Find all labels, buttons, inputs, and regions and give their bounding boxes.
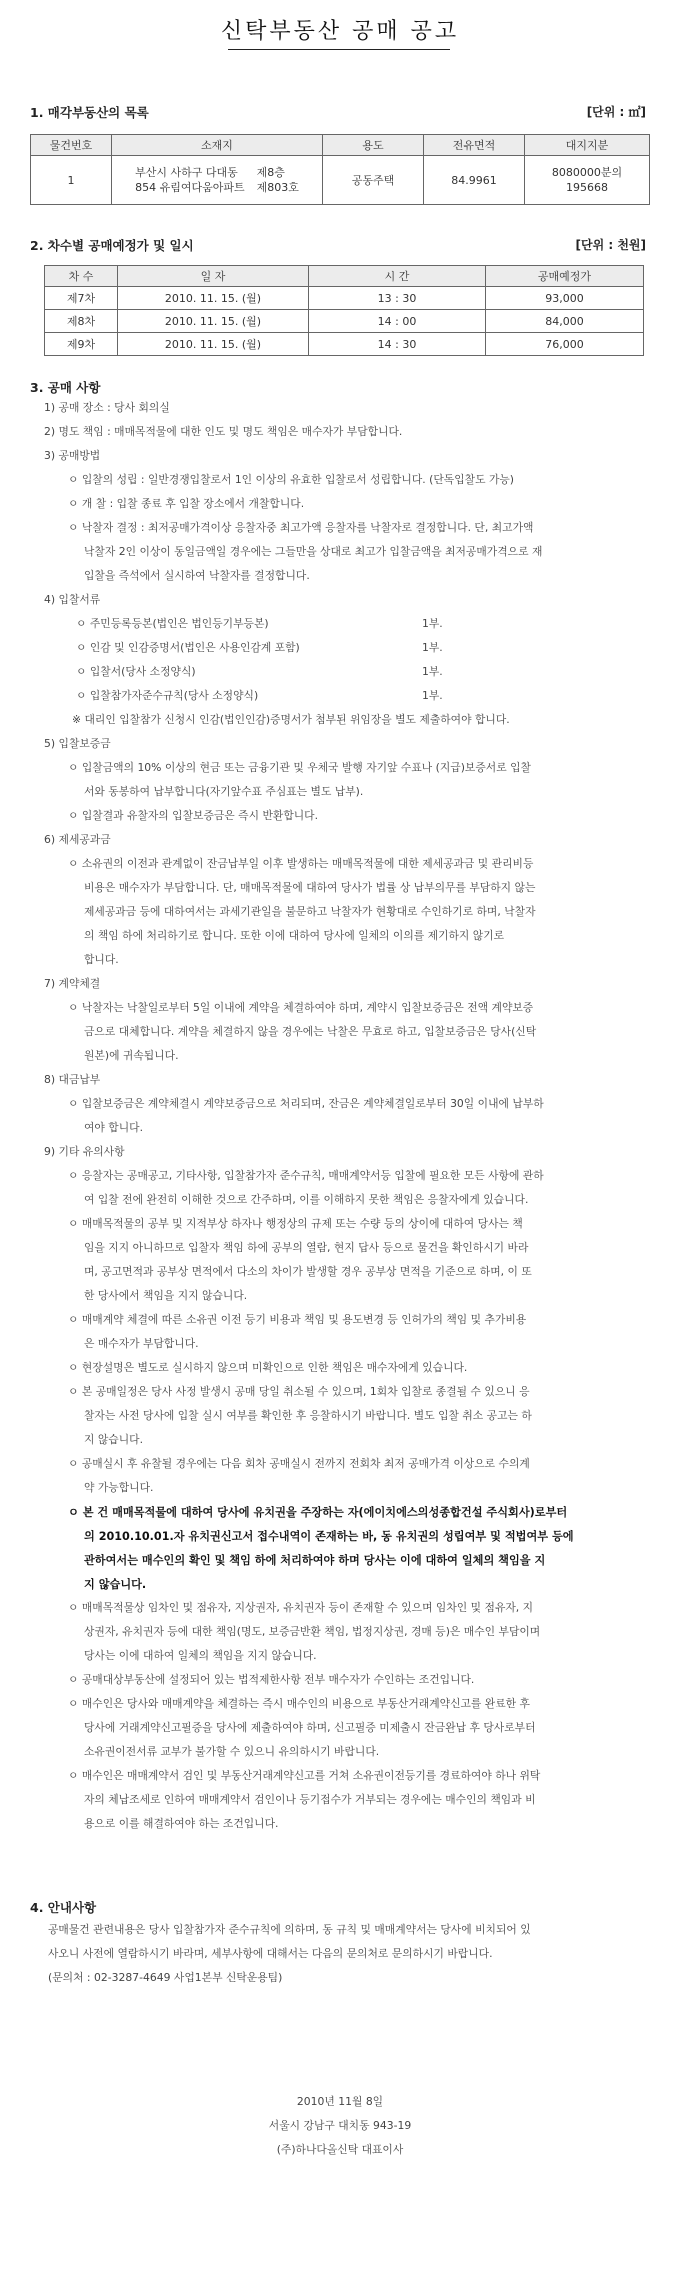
- section1-heading: 1. 매각부동산의 목록: [30, 105, 149, 120]
- notice-line: ㅇ 입찰금액의 10% 이상의 현금 또는 금융기관 및 우체국 발행 자기앞 수표나 (지급)보증서로 입찰: [68, 761, 531, 774]
- time-cell: 14 : 30: [309, 333, 486, 356]
- col-header: 소재지: [112, 135, 323, 156]
- notice-line: 한 당사에서 책임을 지지 않습니다.: [84, 1289, 248, 1302]
- notice-line: 지 않습니다.: [84, 1433, 144, 1446]
- document-count: 1부.: [422, 641, 443, 654]
- area-cell: 84.9961: [424, 156, 525, 205]
- notice-line: 5) 입찰보증금: [44, 737, 111, 750]
- notice-date: 2010년 11월 8일: [296, 2095, 384, 2108]
- round-cell: 제8차: [45, 310, 118, 333]
- notice-line: 의 책임 하에 처리하기로 합니다. 또한 이에 대하여 당사에 일체의 이의를 제기하지 않기로: [84, 929, 505, 942]
- table-header-row: [31, 135, 650, 156]
- col-header: 시 간: [309, 266, 486, 287]
- unit-text: 제803호: [256, 181, 299, 194]
- notice-line: ㅇ 공매대상부동산에 설정되어 있는 법적제한사항 전부 매수자가 수인하는 조건입니다.: [68, 1673, 475, 1686]
- floor-text: 제8층: [256, 166, 285, 179]
- price-cell: 84,000: [486, 310, 644, 333]
- round-cell: 제9차: [45, 333, 118, 356]
- notice-line: 소유권이전서류 교부가 불가할 수 있으니 유의하시기 바랍니다.: [84, 1745, 380, 1758]
- price-cell: 93,000: [486, 287, 644, 310]
- notice-line: ㅇ 매매계약 체결에 따른 소유권 이전 등기 비용과 책임 및 용도변경 등 인허가의 책임 및 추가비용: [68, 1313, 527, 1326]
- lien-warning-line: ㅇ 본 건 매매목적물에 대하여 당사에 유치권을 주장하는 자(에이치에스의성종합건설 주식회사)로부터: [68, 1506, 568, 1519]
- guide-line: 사오니 사전에 열람하시기 바라며, 세부사항에 대해서는 다음의 문의처로 문의하시기 바랍니다.: [48, 1947, 493, 1960]
- col-header: 대지지분: [525, 135, 650, 156]
- price-cell: 76,000: [486, 333, 644, 356]
- notice-line: ㅇ 현장설명은 별도로 실시하지 않으며 미확인으로 인한 책임은 매수자에게 있습니다.: [68, 1361, 468, 1374]
- section4-heading: 4. 안내사항: [30, 1900, 97, 1915]
- section2-unit: [단위 : 천원]: [575, 238, 646, 252]
- table-row: [31, 156, 650, 205]
- date-cell: 2010. 11. 15. (월): [118, 333, 309, 356]
- notice-line: 3) 공매방법: [44, 449, 101, 462]
- notice-line: 자의 체납조세로 인하여 매매계약서 검인이나 등기접수가 거부되는 경우에는 매수인의 책임과 비: [84, 1793, 536, 1806]
- notice-line: ㅇ 공매실시 후 유찰될 경우에는 다음 회차 공매실시 전까지 전회차 최저 공매가격 이상으로 수의계: [68, 1457, 530, 1470]
- col-header: 일 자: [118, 266, 309, 287]
- table-row: [45, 333, 644, 356]
- col-header: 용도: [323, 135, 424, 156]
- notice-line: 서와 동봉하여 납부합니다(자기앞수표 주심표는 별도 납부).: [84, 785, 364, 798]
- notice-line: ㅇ 입찰보증금은 계약체결시 계약보증금으로 처리되며, 잔금은 계약체결일로부터 30일 이내에 납부하: [68, 1097, 544, 1110]
- notice-line: 입찰을 즉석에서 실시하여 낙찰자를 결정합니다.: [84, 569, 310, 582]
- notice-line: 9) 기타 유의사항: [44, 1145, 125, 1158]
- document-item: ㅇ 주민등록등본(법인은 법인등기부등본): [76, 617, 269, 630]
- notice-line: 여야 합니다.: [84, 1121, 144, 1134]
- notice-line: 여 입찰 전에 완전히 이해한 것으로 간주하며, 이를 이해하지 못한 책임은 응찰자에게 있습니다.: [84, 1193, 529, 1206]
- notice-line: 약 가능합니다.: [84, 1481, 154, 1494]
- guide-line: 공매물건 관련내용은 당사 입찰참가자 준수규칙에 의하며, 동 규칙 및 매매계약서는 당사에 비치되어 있: [48, 1923, 531, 1936]
- schedule-table: [44, 265, 644, 356]
- address-line: 854 유림여다움아파트: [135, 181, 245, 194]
- notice-line: ㅇ 매매목적물상 임차인 및 점유자, 지상권자, 유치권자 등이 존재할 수 있으며 임차인 및 점유자, 지: [68, 1601, 534, 1614]
- notice-line: 6) 제세공과금: [44, 833, 111, 846]
- table-row: [45, 310, 644, 333]
- use-cell: 공동주택: [323, 156, 424, 205]
- notice-line: 임을 지지 아니하므로 입찰자 책임 하에 공부의 열람, 현지 답사 등으로 물건을 확인하시기 바라: [84, 1241, 529, 1254]
- lien-warning-line: 지 않습니다.: [84, 1578, 147, 1591]
- notice-line: 4) 입찰서류: [44, 593, 101, 606]
- table-row: [45, 287, 644, 310]
- notice-line: 찰자는 사전 당사에 입찰 실시 여부를 확인한 후 응찰하시기 바랍니다. 별도 입찰 취소 공고는 하: [84, 1409, 532, 1422]
- notice-line: 금으로 대체합니다. 계약을 체결하지 않을 경우에는 낙찰은 무효로 하고, 입찰보증금은 당사(신탁: [84, 1025, 537, 1038]
- notice-line: ㅇ 응찰자는 공매공고, 기타사항, 입찰참가자 준수규칙, 매매계약서등 입찰에 필요한 모든 사항에 관하: [68, 1169, 544, 1182]
- item-number: 1: [31, 156, 112, 205]
- section1-unit: [단위 : ㎡]: [586, 105, 646, 119]
- document-count: 1부.: [422, 689, 443, 702]
- notice-line: 며, 공고면적과 공부상 면적에서 다소의 차이가 발생할 경우 공부상 면적을 기준으로 하며, 이 또: [84, 1265, 532, 1278]
- document-item: ㅇ 입찰참가자준수규칙(당사 소정양식): [76, 689, 259, 702]
- lien-warning-line: 의 2010.10.01.자 유치권신고서 접수내역이 존재하는 바, 동 유치권의 성립여부 및 적법여부 등에: [84, 1530, 574, 1543]
- table-header-row: [45, 266, 644, 287]
- company-name: (주)하나다올신탁 대표이사: [276, 2143, 404, 2156]
- page-title: 신탁부동산 공매 공고: [220, 19, 460, 44]
- notice-line: 낙찰자 2인 이상이 동일금액일 경우에는 그들만을 상대로 최고가 입찰금액을 최저공매가격으로 재: [84, 545, 543, 558]
- notice-line: 합니다.: [84, 953, 119, 966]
- notice-line: 7) 계약체결: [44, 977, 101, 990]
- notice-line: 제세공과금 등에 대하여서는 과세기관일을 불문하고 낙찰자가 현황대로 수인하기로 하며, 낙찰자: [84, 905, 536, 918]
- col-header: 전유면적: [424, 135, 525, 156]
- notice-line: 은 매수자가 부담합니다.: [84, 1337, 199, 1350]
- notice-line: 원본)에 귀속됩니다.: [84, 1049, 179, 1062]
- notice-line: ㅇ 낙찰자는 낙찰일로부터 5일 이내에 계약을 체결하여야 하며, 계약시 입찰보증금은 전액 계약보증: [68, 1001, 534, 1014]
- notice-line: 상권자, 유치권자 등에 대한 책임(명도, 보증금반환 책임, 법정지상권, 경매 등)은 매수인 부담이며: [84, 1625, 541, 1638]
- notice-line: ㅇ 매수인은 매매계약서 검인 및 부동산거래계약신고를 거쳐 소유권이전등기를 경료하여야 하나 위탁: [68, 1769, 541, 1782]
- notice-line: ㅇ 매매목적물의 공부 및 지적부상 하자나 행정상의 규제 또는 수량 등의 상이에 대하여 당사는 책: [68, 1217, 523, 1230]
- document-count: 1부.: [422, 665, 443, 678]
- col-header: 공매예정가: [486, 266, 644, 287]
- land-share-line: 195668: [566, 181, 608, 194]
- document-item: ㅇ 인감 및 인감증명서(법인은 사용인감계 포함): [76, 641, 300, 654]
- date-cell: 2010. 11. 15. (월): [118, 310, 309, 333]
- notice-line: 2) 명도 책임 : 매매목적물에 대한 인도 및 명도 책임은 매수자가 부담합니다.: [44, 425, 403, 438]
- notice-line: ㅇ 낙찰자 결정 : 최저공매가격이상 응찰자중 최고가액 응찰자를 낙찰자로 결정합니다. 단, 최고가액: [68, 521, 534, 534]
- company-address: 서울시 강남구 대치동 943-19: [268, 2119, 412, 2132]
- notice-line: 당사는 이에 대하여 일체의 책임을 지지 않습니다.: [84, 1649, 317, 1662]
- notice-line: ㅇ 개 찰 : 입찰 종료 후 입찰 장소에서 개찰합니다.: [68, 497, 305, 510]
- notice-line: 1) 공매 장소 : 당사 회의실: [44, 401, 170, 414]
- title-underline: [228, 49, 450, 50]
- notice-line: 용으로 이를 해결하여야 하는 조건입니다.: [84, 1817, 279, 1830]
- notice-line: ㅇ 입찰결과 유찰자의 입찰보증금은 즉시 반환합니다.: [68, 809, 319, 822]
- notice-line: 8) 대금납부: [44, 1073, 101, 1086]
- section2-heading: 2. 차수별 공매예정가 및 일시: [30, 238, 194, 253]
- time-cell: 13 : 30: [309, 287, 486, 310]
- document-count: 1부.: [422, 617, 443, 630]
- date-cell: 2010. 11. 15. (월): [118, 287, 309, 310]
- document-item: ㅇ 입찰서(당사 소정양식): [76, 665, 196, 678]
- notice-line: ㅇ 입찰의 성립 : 일반경쟁입찰로서 1인 이상의 유효한 입찰로서 성립합니다. (단독입찰도 가능): [68, 473, 515, 486]
- land-share-cell: [525, 156, 650, 205]
- notice-line: 당사에 거래계약신고필증을 당사에 제출하여야 하며, 신고필증 미제출시 잔금완납 후 당사로부터: [84, 1721, 536, 1734]
- col-header: 물건번호: [31, 135, 112, 156]
- location-cell: [112, 156, 323, 205]
- notice-line: ㅇ 매수인은 당사와 매매계약을 체결하는 즉시 매수인의 비용으로 부동산거래계약신고를 완료한 후: [68, 1697, 530, 1710]
- notice-line: 비용은 매수자가 부담합니다. 단, 매매목적물에 대하여 당사가 법률 상 납부의무를 부담하지 않는: [84, 881, 536, 894]
- col-header: 차 수: [45, 266, 118, 287]
- contact-line: (문의처 : 02-3287-4649 사업1본부 신탁운용팀): [48, 1971, 283, 1984]
- land-share-line: 8080000분의: [551, 166, 623, 179]
- round-cell: 제7차: [45, 287, 118, 310]
- address-line: 부산시 사하구 다대동: [135, 166, 238, 179]
- notice-line: ㅇ 본 공매일정은 당사 사정 발생시 공매 당일 취소될 수 있으며, 1회차 입찰로 종결될 수 있으니 응: [68, 1385, 530, 1398]
- time-cell: 14 : 00: [309, 310, 486, 333]
- notice-line: ㅇ 소유권의 이전과 관계없이 잔금납부일 이후 발생하는 매매목적물에 대한 제세공과금 및 관리비등: [68, 857, 534, 870]
- section3-heading: 3. 공매 사항: [30, 380, 101, 395]
- notice-line: ※ 대리인 입찰참가 신청시 인감(법인인감)증명서가 첨부된 위임장을 별도 제출하여야 합니다.: [72, 713, 510, 726]
- lien-warning-line: 관하여서는 매수인의 확인 및 책임 하에 처리하여야 하며 당사는 이에 대하여 일체의 책임을 지: [84, 1554, 546, 1567]
- property-table: [30, 134, 650, 205]
